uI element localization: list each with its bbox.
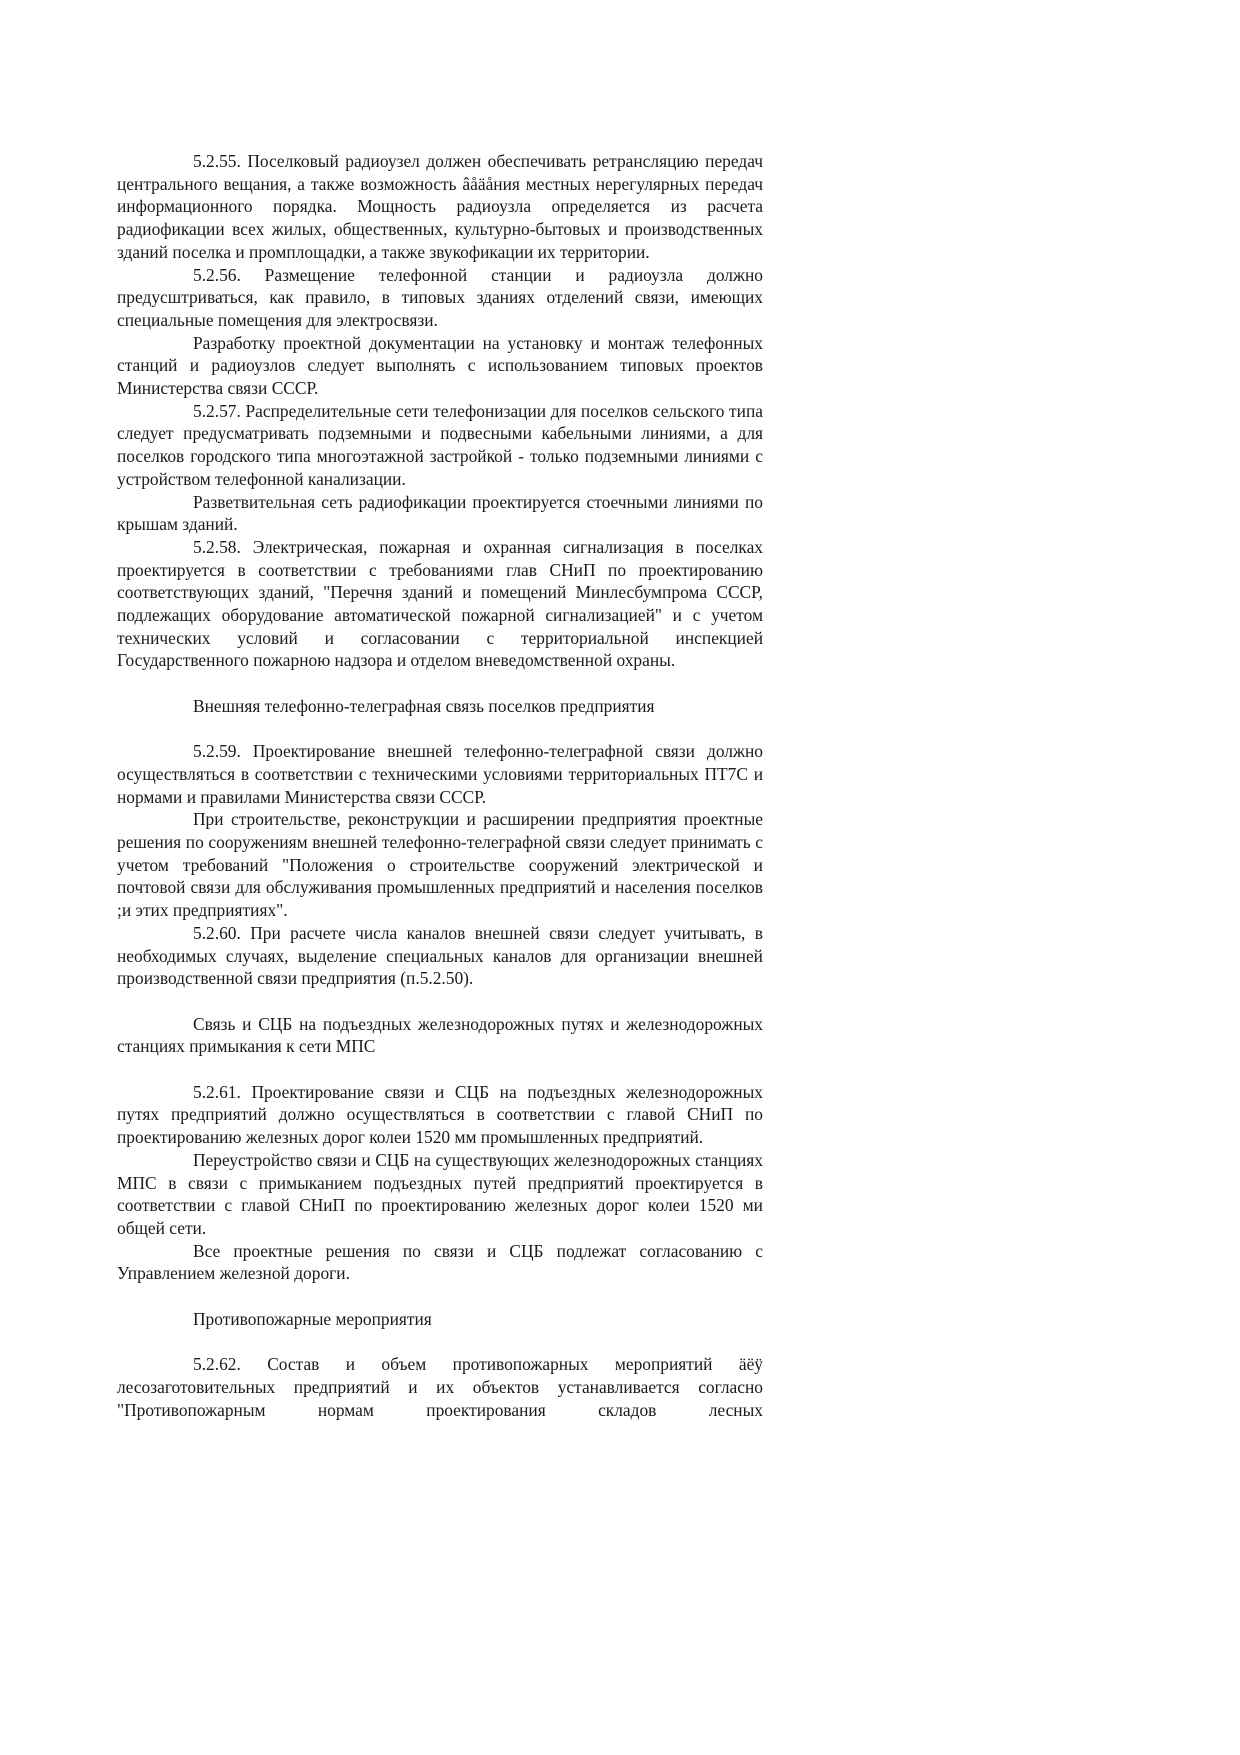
section-heading-fire-safety: Противопожарные мероприятия xyxy=(193,1308,432,1329)
paragraph-5-2-57: 5.2.57. Распределительные сети телефонизации для поселков сельского типа следует предусматривать подземными и подвесными кабельными линиями, а для поселков городского типа многоэтажной застройкой - только подземными линиями с устройством телефонной канализации. xyxy=(117,400,763,489)
paragraph-5-2-56: 5.2.56. Размещение телефонной станции и радиоузла должно предусштриваться, как правило, в типовых зданиях отделений связи, имеющих специальные помещения для электросвязи. xyxy=(117,264,763,330)
spacer xyxy=(117,1058,763,1081)
paragraph-5-2-60: 5.2.60. При расчете числа каналов внешней связи следует учитывать, в необходимых случаях, выделение специальных каналов для организации внешней производственной связи предприятия (п.5.2.50). xyxy=(117,922,763,989)
paragraph-5-2-59: 5.2.59. Проектирование внешней телефонно-телеграфной связи должно осуществляться в соответствии с техническими условиями территориальных ПТ7С и нормами и правилами Министерства связи СССР. xyxy=(117,741,763,807)
spacer xyxy=(117,1330,763,1353)
paragraph-reconstruction-mps: Переустройство связи и СЦБ на существующих железнодорожных станциях МПС в связи с примыканием подъездных путей предприятий проектируется в соответствии с главой СНиП по проектированию железных дорог колеи 1520 ми общей сети. xyxy=(117,1149,763,1238)
paragraph-radio-network: Разветвительная сеть радиофикации проектируется стоечными линиями по крышам зданий. xyxy=(117,491,763,535)
spacer xyxy=(117,718,763,741)
section-heading-external-communication: Внешняя телефонно-телеграфная связь поселков предприятия xyxy=(193,695,655,716)
spacer xyxy=(117,672,763,695)
paragraph-5-2-58: 5.2.58. Электрическая, пожарная и охранная сигнализация в поселках проектируется в соответствии с требованиями глав СНиП по проектированию соответствующих зданий, "Перечня зданий и помещений Минлесбумпрома СССР, подлежащих оборудование автоматической пожарной сигнализацией" и с учетом технических условий и согласовании с территориальной инспекцией Государственного пожарною надзора и отделом вневедомственной охраны. xyxy=(117,536,763,671)
section-heading-railway-communication: Связь и СЦБ на подъездных железнодорожных путях и железнодорожных станциях примыкания к сети МПС xyxy=(117,1013,763,1057)
document-page xyxy=(117,150,763,1421)
paragraph-construction-reconstruction: При строительстве, реконструкции и расширении предприятия проектные решения по сооружениям внешней телефонно-телеграфной связи следует принимать с учетом требований "Положения о строительстве сооружений электрической и почтовой связи для обслуживания промышленных предприятий и населения поселков ;и этих предприятиях". xyxy=(117,809,763,921)
spacer xyxy=(117,990,763,1013)
paragraph-5-2-62: 5.2.62. Состав и объем противопожарных мероприятий äëÿ лесозаготовительных предприятий и их объектов устанавливается согласно "Противопожарным нормам проектирования складов лесных xyxy=(117,1354,763,1420)
spacer xyxy=(117,1285,763,1308)
paragraph-design-documentation: Разработку проектной документации на установку и монтаж телефонных станций и радиоузлов следует выполнять с использованием типовых проектов Министерства связи СССР. xyxy=(117,332,763,399)
paragraph-5-2-55: 5.2.55. Поселковый радиоузел должен обеспечивать ретрансляцию передач центрального вещания, а также возможность âåäåния местных нерегулярных передач информационного порядка. Мощность радиоузла определяется из расчета радиофикации всех жилых, общественных, культурно-бытовых и производственных зданий поселка и промплощадки, а также звукофикации их территории. xyxy=(117,151,763,262)
paragraph-5-2-61: 5.2.61. Проектирование связи и СЦБ на подъездных железнодорожных путях предприятий должно осуществляться в соответствии с главой СНиП по проектированию железных дорог колеи 1520 мм промышленных предприятий. xyxy=(117,1081,763,1148)
paragraph-approval: Все проектные решения по связи и СЦБ подлежат согласованию с Управлением железной дороги. xyxy=(117,1240,763,1284)
